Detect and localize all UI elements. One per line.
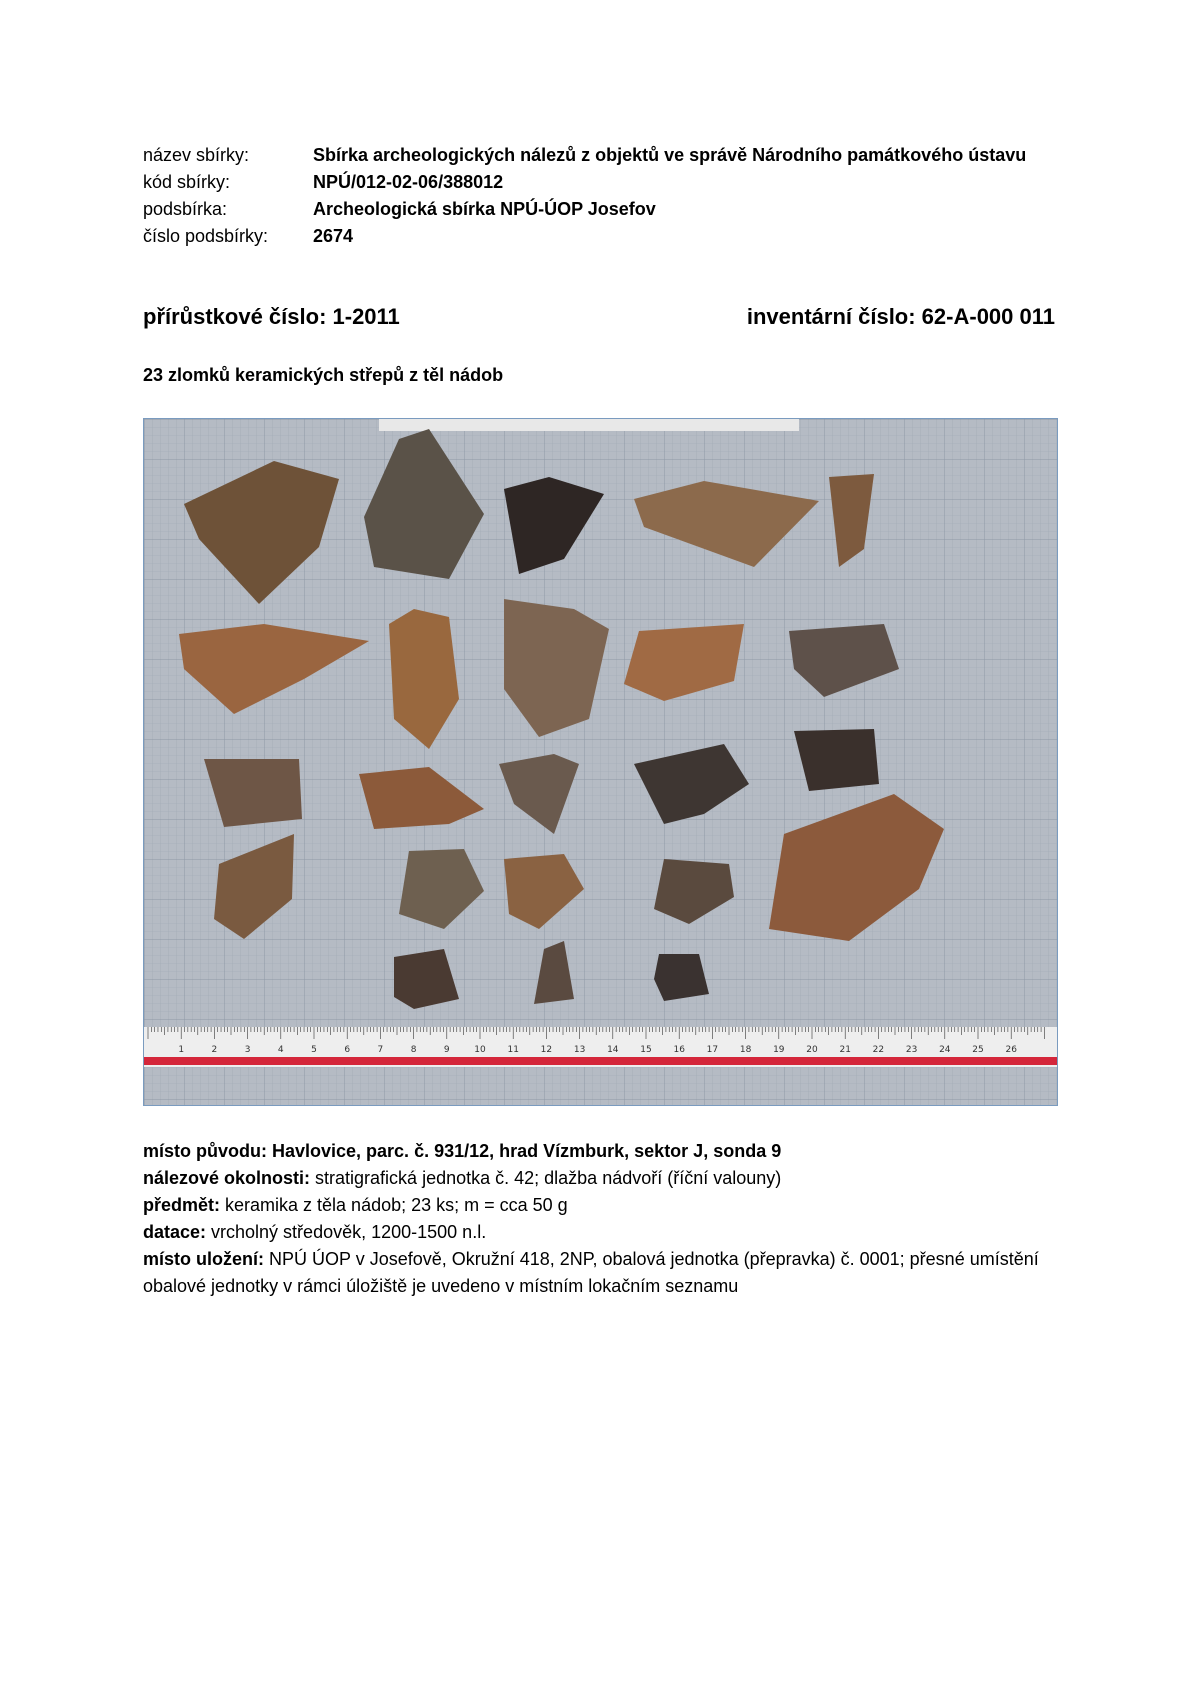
ruler-label: 24 [939,1045,951,1055]
shard-23 [654,954,709,1001]
origin-text: místo původu: Havlovice, parc. č. 931/12, hrad Vízmburk, sektor J, sonda 9 [143,1141,782,1161]
ruler-label: 19 [773,1045,785,1055]
object-label: předmět: [143,1195,221,1215]
circumstances-line [143,1165,1055,1192]
ruler-red-stripe [144,1057,1058,1065]
ruler-label: 25 [972,1045,984,1055]
collection-code-row [143,169,1055,196]
ruler-label: 13 [573,1045,586,1055]
ruler-label: 10 [474,1045,486,1055]
collection-code-label: kód sbírky: [143,172,231,192]
ruler-label: 7 [377,1045,384,1055]
ruler-label: 11 [507,1045,519,1055]
storage-line [143,1246,1055,1300]
ruler-label: 14 [607,1045,619,1055]
object-value: keramika z těla nádob; 23 ks; m = cca 50 g [220,1195,568,1215]
ruler-label: 3 [244,1045,251,1055]
dating-line [143,1219,1055,1246]
ruler-label: 5 [311,1045,317,1055]
record-numbers [143,304,1055,330]
ruler-label: 23 [905,1045,918,1055]
ruler-label: 8 [410,1045,417,1055]
subcollection-row [143,196,1055,223]
subcollection-number-label: číslo podsbírky: [143,226,269,246]
ruler-label: 16 [673,1045,685,1055]
circumstances-value: stratigrafická jednotka č. 42; dlažba nádvoří (říční valouny) [310,1168,782,1188]
ruler-label: 4 [277,1045,284,1055]
ruler-label: 1 [178,1045,185,1055]
collection-code-value: NPÚ/012-02-06/388012 [313,172,504,192]
storage-value: NPÚ ÚOP v Josefově, Okružní 418, 2NP, obalová jednotka (přepravka) č. 0001; přesné umístění obalové jednotky v rámci úložiště je uvedeno v místním lokačním seznamu [143,1249,1039,1296]
object-title: 23 zlomků keramických střepů z těl nádob [143,365,504,385]
top-ruler [379,419,799,431]
origin-line [143,1138,1055,1165]
collection-name-row [143,142,1055,169]
ruler-label: 22 [872,1045,885,1055]
ruler-label: 15 [640,1045,652,1055]
ruler-label: 20 [806,1045,818,1055]
collection-name-value: Sbírka archeologických nálezů z objektů ve správě Národního památkového ústavu [313,145,1027,165]
collection-name-label: název sbírky: [143,145,250,165]
collection-metadata [143,142,1055,250]
shards-photo-illustration [144,419,1058,1106]
subcollection-number-row [143,223,1055,250]
ruler-label: 6 [344,1045,351,1055]
inventory-number: inventární číslo: 62-A-000 011 [746,304,1055,329]
dating-value: vrcholný středověk, 1200-1500 n.l. [206,1222,487,1242]
scale-ruler [144,1027,1058,1067]
find-details [143,1138,1055,1300]
dating-label: datace: [143,1222,207,1242]
ruler-label: 9 [443,1045,450,1055]
subcollection-value: Archeologická sbírka NPÚ-ÚOP Josefov [313,199,656,219]
circumstances-label: nálezové okolnosti: [143,1168,311,1188]
shards-photo [143,418,1058,1106]
shard-15 [794,729,879,791]
subcollection-label: podsbírka: [143,199,228,219]
ruler-label: 26 [1005,1045,1017,1055]
ruler-label: 2 [211,1045,218,1055]
object-line [143,1192,1055,1219]
ruler-label: 18 [739,1045,752,1055]
ruler-label: 12 [540,1045,553,1055]
ruler-label: 17 [706,1045,719,1055]
ruler-label: 21 [839,1045,851,1055]
accession-number: přírůstkové číslo: 1-2011 [143,304,400,329]
storage-label: místo uložení: [143,1249,264,1269]
subcollection-number-value: 2674 [313,226,354,246]
